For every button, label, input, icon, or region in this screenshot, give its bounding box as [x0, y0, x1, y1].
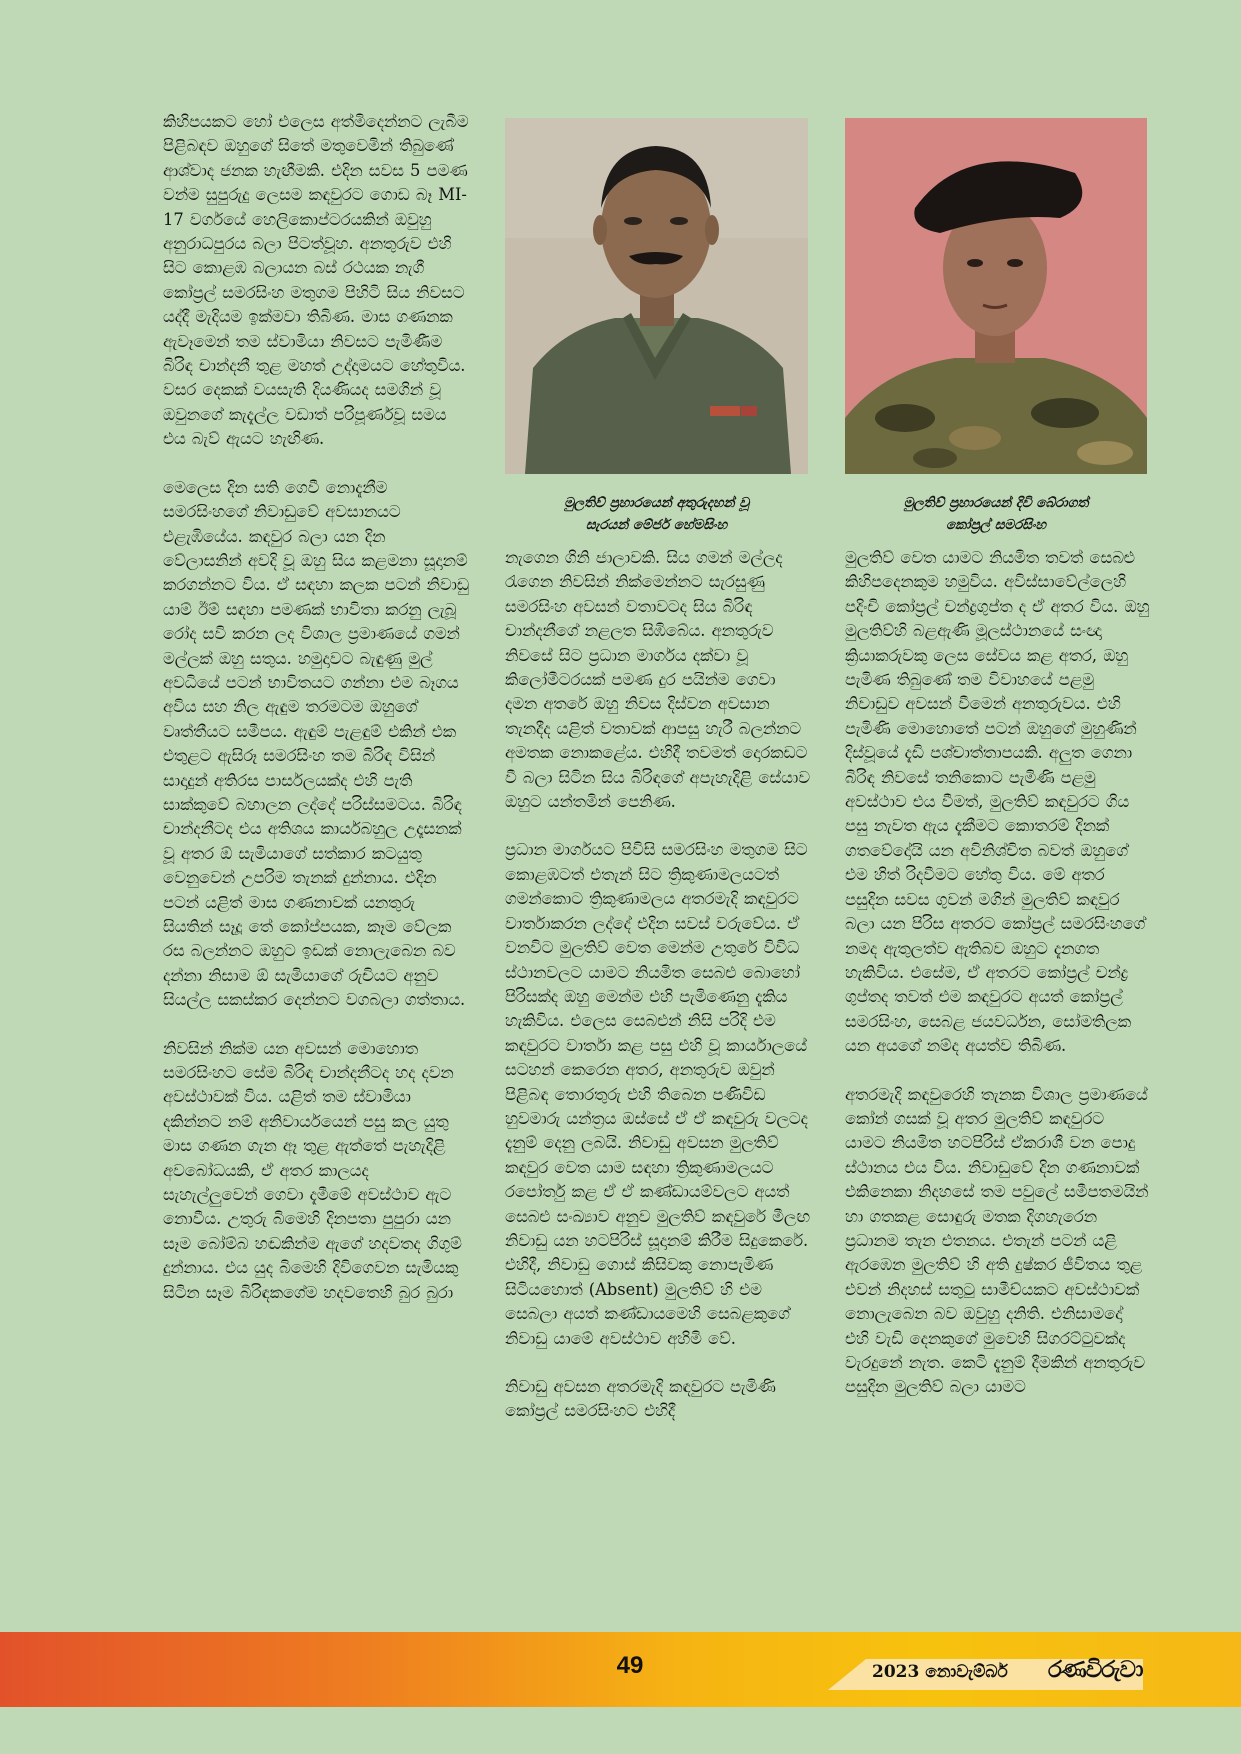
portrait-man-uniform-image: [505, 118, 808, 474]
page-number: 49: [616, 1652, 644, 1679]
photo-caption-right: [845, 492, 1147, 536]
article-paragraph: අතරමැදි කඳවුරෙහි තැනක විශාල ප්‍රමාණයේ කෝන් ගසක් වූ අතර මුලතිව් කඳවුරට යාමට නියමිත හටපිරිස් ඒකරාශී වන පොදු ස්ථානය එය විය. නිවාඩුවේ දින ගණනාවක් එකිනෙකා නිදහසේ තම පවුලේ සමීපතමයින් හා ගතකළ සොඳුරු මතක දිගහැරෙන ප්‍රධානම තැන එතනය. එතැන් පටන් යළි ඇරඹෙන මුලතිව් හි අති දුෂ්කර ජීවිතය තුළ එවන් නිදහස් සතුටු සාමීච්යකට අවස්ථාවක් නොලැබෙන බව ඔවුහු දනිති. එනිසාමදෝ එහි වැඩි දෙනකුගේ මුවෙහි සිගරට්ටුවක්ද වැරදුනේ නැත. කෙටි දැනුම් දීමකින් අනතුරුව පසුදින මුලතිව් බලා යාමට: [845, 1084, 1149, 1397]
article-column-2: [505, 546, 810, 1448]
portrait-young-soldier-image: [845, 118, 1147, 474]
issue-date: 2023 නොවැම්බර්: [872, 1662, 1008, 1682]
article-paragraph: කිහිපයකට හෝ එලෙස අත්මිදෙන්නට ලැබීම පිළිබඳව ඔහුගේ සිතේ මතුවෙමින් තිබුණේ ආශ්වාද ජනක හැඟීමකි. එදින සවස 5 පමණ වන්ම සුපුරුදු ලෙසම කඳවුරට ගොඩ බෑ MI-17 වර්ගයේ හෙලිකොප්ටරයකින් ඔවුහු අනුරාධපුරය බලා පිටත්වූහ. අනතුරුව එහි සිට කොළඹ බලායන බස් රථයක නැගී කෝප්‍රල් සමරසිංහ මතුගම පිහිටි සිය නිවසට යද්දී මැදියම ඉක්මවා තිබිණ. මාස ගණනක ඇවෑමෙන් තම ස්වාමියා නිවසට පැමිණීම බිරිඳ චාන්දනී තුළ මහත් උද්දාමයට හේතුවිය. වසර දෙකක් වයසැති දියණියද සමගින් වූ ඔවුනගේ කැදැල්ල වඩාත් පරිපූර්ණවූ සමය එය බැව් ඇයට හැඟිණ.: [163, 112, 469, 449]
article-column-1: [163, 110, 469, 1329]
article-paragraph: ප්‍රධාන මාර්ගයට පිවිසි සමරසිංහ මතුගම සිට කොළඹටත් එතැන් සිට ත්‍රිකුණාමලයටත් ගමන්කොට ත්‍රිකුණාමලය අතරමැදි කඳවුරට වාර්තාකරන ලද්දේ එදින සවස් වරුවේය. ඒ වනවිට මුලතිව් වෙත මෙන්ම උතුරේ විවිධ ස්ථානවලට යාමට නියමිත සෙබළු බොහෝ පිරිසක්ද ඔහු මෙන්ම එහි පැමිණෙනු දැකිය හැකිවිය. එලෙස සෙබළුන් නිසි පරිදි එම කඳවුරට වාර්තා කළ පසු එහි වූ කාර්යාලයේ සටහන් කෙරෙන අතර, අනතුරුව ඔවුන් පිළිබඳ තොරතුරු එහි තිබෙන පණිවිඩ හුවමාරු යන්ත්‍රය ඔස්සේ ඒ ඒ කඳවුරු වලටද දැනුම් දෙනු ලබයි. නිවාඩු අවසන මුලතිව් කඳවුර වෙත යාම සඳහා ත්‍රිකුණාමලයට රපෝර්තු කළ ඒ ඒ කණ්ඩායම්වලට අයත් සෙබළු සංඛ්‍යාව අනුව මුලතිව් කඳවුරේ මීලඟ නිවාඩු යන හටපිරිස් සූදානම් කිරීම සිදුකෙරේ. එහිදී, නිවාඩු ගොස් කිසිවකු නොපැමිණ සිටියහොත් (Absent) මුලතිව් හි එම සෙබලා අයත් කණ්ඩායමෙහි සෙබළකුගේ නිවාඩු යාමේ අවස්ථාව අහිමි වේ.: [505, 840, 810, 1348]
caption-line: කෝප්‍රල් සමරසිංහ: [945, 517, 1047, 533]
photo-caption-left: [505, 492, 808, 536]
article-paragraph: මෙලෙස දින සති ගෙවී නොදැනීම සමරසිංහගේ නිවාඩුවේ අවසානයට එළැඹියේය. කඳවුර බලා යන දින වේලාසනින් අවදි වූ ඔහු සිය කළමනා සූදානම් කරගන්නට විය. ඒ සඳහා කලක පටන් නිවාඩු යාම් ඊම් සඳහා පමණක් භාවිතා කරනු ලැබූ රෝද සවි කරන ලද විශාල ප්‍රමාණයේ ගමන් මල්ලක් ඔහු සතුය. හමුදාවට බැඳුණු මුල් අවධියේ පටන් භාවිතයට ගන්නා එම බෑගය අවිය සහ නිල ඇඳුම තරමටම ඔහුගේ වෘත්තීයට සමීපය. ඇඳුම් පැළඳුම් එකින් එක එතුළට ඇසිරූ සමරසිංහ තම බිරිඳ විසින් සාදාදුන් අතිරස පාර්සලයක්ද එහි පැති සාක්කුවේ බහාලන ලද්දේ පරිස්සමටය. බිරිඳ චාන්දනීටද එය අතිශය කාර්යබහුල උදෑසනක් වූ අතර ඕ සැමියාගේ සත්කාර කටයුතු වෙනුවෙන් උපරිම තැනක් දුන්නාය. එදින පටන් යළිත් මාස ගණනාවක් යනතුරු සියතින් සෑදූ තේ කෝප්පයක, කෑම වේලක රස බලන්නට ඔහුට ඉඩක් නොලැබෙන බව දන්නා නිසාම ඕ සැමියාගේ රුචියට අනුව සියල්ල සකස්කර දෙන්නට වගබලා ගත්තාය.: [163, 477, 469, 1010]
article-paragraph: නැගෙන ගිනි ජාලාවකි. සිය ගමන් මල්ලද රැගෙන නිවසින් නික්මෙන්නට සැරසුණු සමරසිංහ අවසන් වතාවටද සිය බිරිඳ චාන්දනීගේ නළලත සිඹිබේය. අනතුරුව නිවසේ සිට ප්‍රධාන මාර්ගය දක්වා වූ කිලෝමීටරයක් පමණ දුර පයින්ම ගෙවා දමන අතරේ ඔහු නිවස දිස්වන අවසාන තැනදීද යළිත් වතාවක් ආපසු හැරී බලන්නට අමතක නොකළේය. එහිදී තවමත් දොරකඩට වී බලා සිටින සිය බිරිඳගේ අපැහැදිළි සේයාව ඔහුට යන්තමින් පෙනිණ.: [505, 548, 810, 812]
article-column-3: [845, 546, 1150, 1424]
article-paragraph: නිවසින් නික්ම යන අවසන් මොහොත සමරසිංහට සේම බිරිඳ චාන්දනීටද හද දවන අවස්ථාවක් විය. යළිත් තම ස්වාමියා දකින්නට නම් අනිවාර්යයෙන් පසු කල යුතු මාස ගණන ගැන ඈ තුළ ඇත්තේ පැහැදිළි අවබෝධයකි, ඒ අතර කාලයද සැහැල්ලුවෙන් ගෙවා දැමීමේ අවස්ථාව ඇට නොවීය. උතුරු බිමෙහි දිනපතා පුපුරා යන සෑම බෝම්බ හඬකින්ම ඇගේ හදවතද ගිගුම් දුන්නාය. එය යුද බිමෙහි දිවිගෙවන සැමියකු සිටින සෑම බිරිඳකගේම හදවතෙහි බුර බුරා: [163, 1038, 462, 1302]
photo-sergeant-major: [505, 118, 808, 474]
article-paragraph: මුලතිව් වෙත යාමට නියමිත තවත් සෙබළු කිහිපදෙනකුම හමුවිය. අවිස්සාවේල්ලෙහි පදිංචි කෝප්‍රල් චන්ද්‍රගුප්ත ද ඒ අතර විය. ඔහු මුලතිව්හි බළඇණි මූලස්ථානයේ සංඥා ක්‍රියාකරුවකු ලෙස සේවය කළ අතර, ඔහු පැමිණ තිබුණේ තම විවාහයේ පළමු නිවාඩුව අවසන් වීමෙන් අනතුරුවය. එහි පැමිණි මොහොතේ පටන් ඔහුගේ මුහුණින් දිස්වූයේ දැඩි පශ්චාත්තාපයකි. අලුත ගෙනා බිරිඳ නිවසේ තනිකොට පැමිණි පළමු අවස්ථාව එය වීමත්, මුලතිව් කඳවුරට ගිය පසු නැවත ඇය දැකීමට කොතරම් දිනක් ගතවේදෝයි යන අවිනිශ්චිත බවත් ඔහුගේ එම හිත් රිදවීමට හේතු විය. මේ අතර පසුදින සවස ගුවන් මගින් මුලතිව් කඳවුර බලා යන පිරිස අතරට කෝප්‍රල් සමරසිංහගේ නමද ඇතුලත්ව ඇතිබව ඔහුට දැනගත හැකිවිය. එසේම, ඒ අතරට කෝප්‍රල් චන්ද්‍ර ගුප්තද තවත් එම කඳවුරට අයත් කෝප්‍රල් සමරසිංහ, සෙබළ ජයවර්ධන, සෝමතිලක යන අයගේ නම්ද අයත්ව තිබිණ.: [845, 548, 1150, 1056]
caption-line: සැරයන් මේජර් හේමසිංහ: [585, 517, 728, 533]
caption-line: මුලතිව් ප්‍රහාරයෙන් අතුරුදහන් වූ: [564, 495, 749, 511]
article-paragraph: නිවාඩු අවසන අතරමැදි කඳවුරට පැමිණි කෝප්‍රල් සමරසිංහට එහිදී: [505, 1377, 776, 1421]
magazine-logo: රණවිරුවා: [1048, 1657, 1143, 1683]
photo-corporal-samarasinghe: [845, 118, 1147, 474]
caption-line: මුලතිව් ප්‍රහාරයෙන් දිවි බේරාගත්: [903, 495, 1089, 511]
